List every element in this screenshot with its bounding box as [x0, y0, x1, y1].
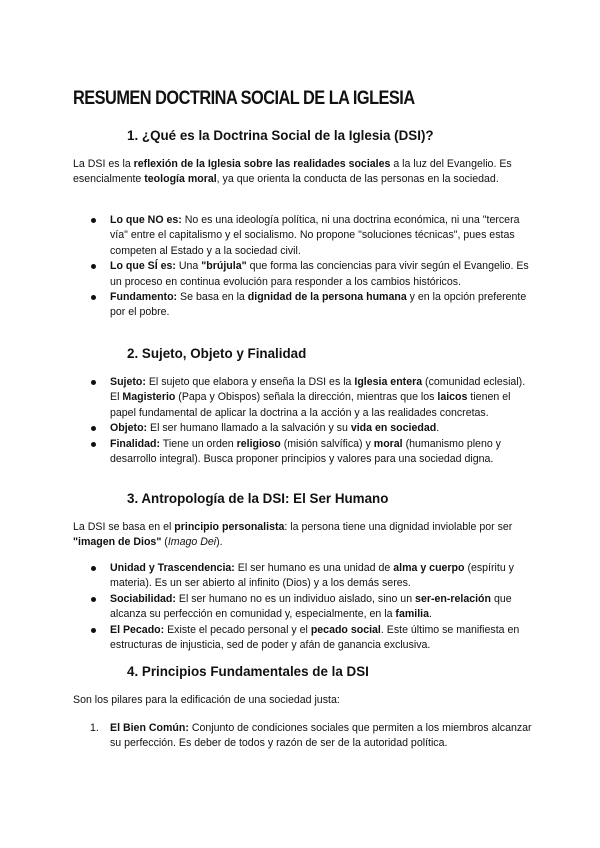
section-4-heading: 4. Principios Fundamentales de la DSI: [127, 664, 369, 679]
list-number: 1.: [90, 722, 99, 734]
list-item: Fundamento: Se basa en la dignidad de la persona humana y en la opción preferente por el pobre.: [73, 290, 535, 321]
list-item: Objeto: El ser humano llamado a la salvación y su vida en sociedad.: [73, 421, 535, 436]
section-4-intro: Son los pilares para la edificación de una sociedad justa:: [73, 694, 340, 706]
section-3-intro: La DSI se basa en el principio personalista: la persona tiene una dignidad inviolable por ser "imagen de Dios" (Imago Dei).: [73, 521, 513, 549]
section-3-list: [73, 561, 535, 653]
list-item: Lo que SÍ es: Una "brújula" que forma las conciencias para vivir según el Evangelio. Es un proceso en continua evolución para responder a los cambios históricos.: [73, 259, 535, 290]
section-3-heading: 3. Antropología de la DSI: El Ser Humano: [127, 491, 389, 506]
section-2-list: [73, 375, 535, 467]
section-2-heading: 2. Sujeto, Objeto y Finalidad: [127, 346, 307, 361]
list-item: 1. El Bien Común: Conjunto de condiciones sociales que permiten a los miembros alcanzar su perfección. Es deber de todos y razón de ser de la autoridad política.: [90, 722, 532, 750]
list-item: El Pecado: Existe el pecado personal y el pecado social. Este último se manifiesta en estructuras de injusticia, sed de poder y afán de ganancia exclusiva.: [73, 623, 535, 654]
list-item: Sujeto: El sujeto que elabora y enseña la DSI es la Iglesia entera (comunidad eclesial). El Magisterio (Papa y Obispos) señala la dirección, mientras que los laicos tienen el papel fundamental de aplicar la doctrina a la acción y a las realidades concretas.: [73, 375, 535, 421]
section-1-list: [73, 213, 535, 321]
section-4-list: [73, 721, 535, 752]
list-item: Lo que NO es: No es una ideología política, ni una doctrina económica, ni una "tercera vía" entre el capitalismo y el socialismo. No propone "soluciones técnicas", pues estas competen al Estado y a la sociedad civil.: [73, 213, 535, 259]
document-title: RESUMEN DOCTRINA SOCIAL DE LA IGLESIA: [73, 88, 415, 109]
list-item: Sociabilidad: El ser humano no es un individuo aislado, sino un ser-en-relación que alcanza su perfección en comunidad y, especialmente, en la familia.: [73, 592, 535, 623]
list-item: Unidad y Trascendencia: El ser humano es una unidad de alma y cuerpo (espíritu y materia). Es un ser abierto al infinito (Dios) y a los demás seres.: [73, 561, 535, 592]
section-1-intro: La DSI es la reflexión de la Iglesia sobre las realidades sociales a la luz del Evangelio. Es esencialmente teología moral, ya que orienta la conducta de las personas en la sociedad.: [73, 158, 512, 186]
list-item: Finalidad: Tiene un orden religioso (misión salvífica) y moral (humanismo pleno y desarrollo integral). Busca proponer principios y valores para una sociedad digna.: [73, 437, 535, 468]
section-1-heading: 1. ¿Qué es la Doctrina Social de la Iglesia (DSI)?: [127, 128, 434, 143]
